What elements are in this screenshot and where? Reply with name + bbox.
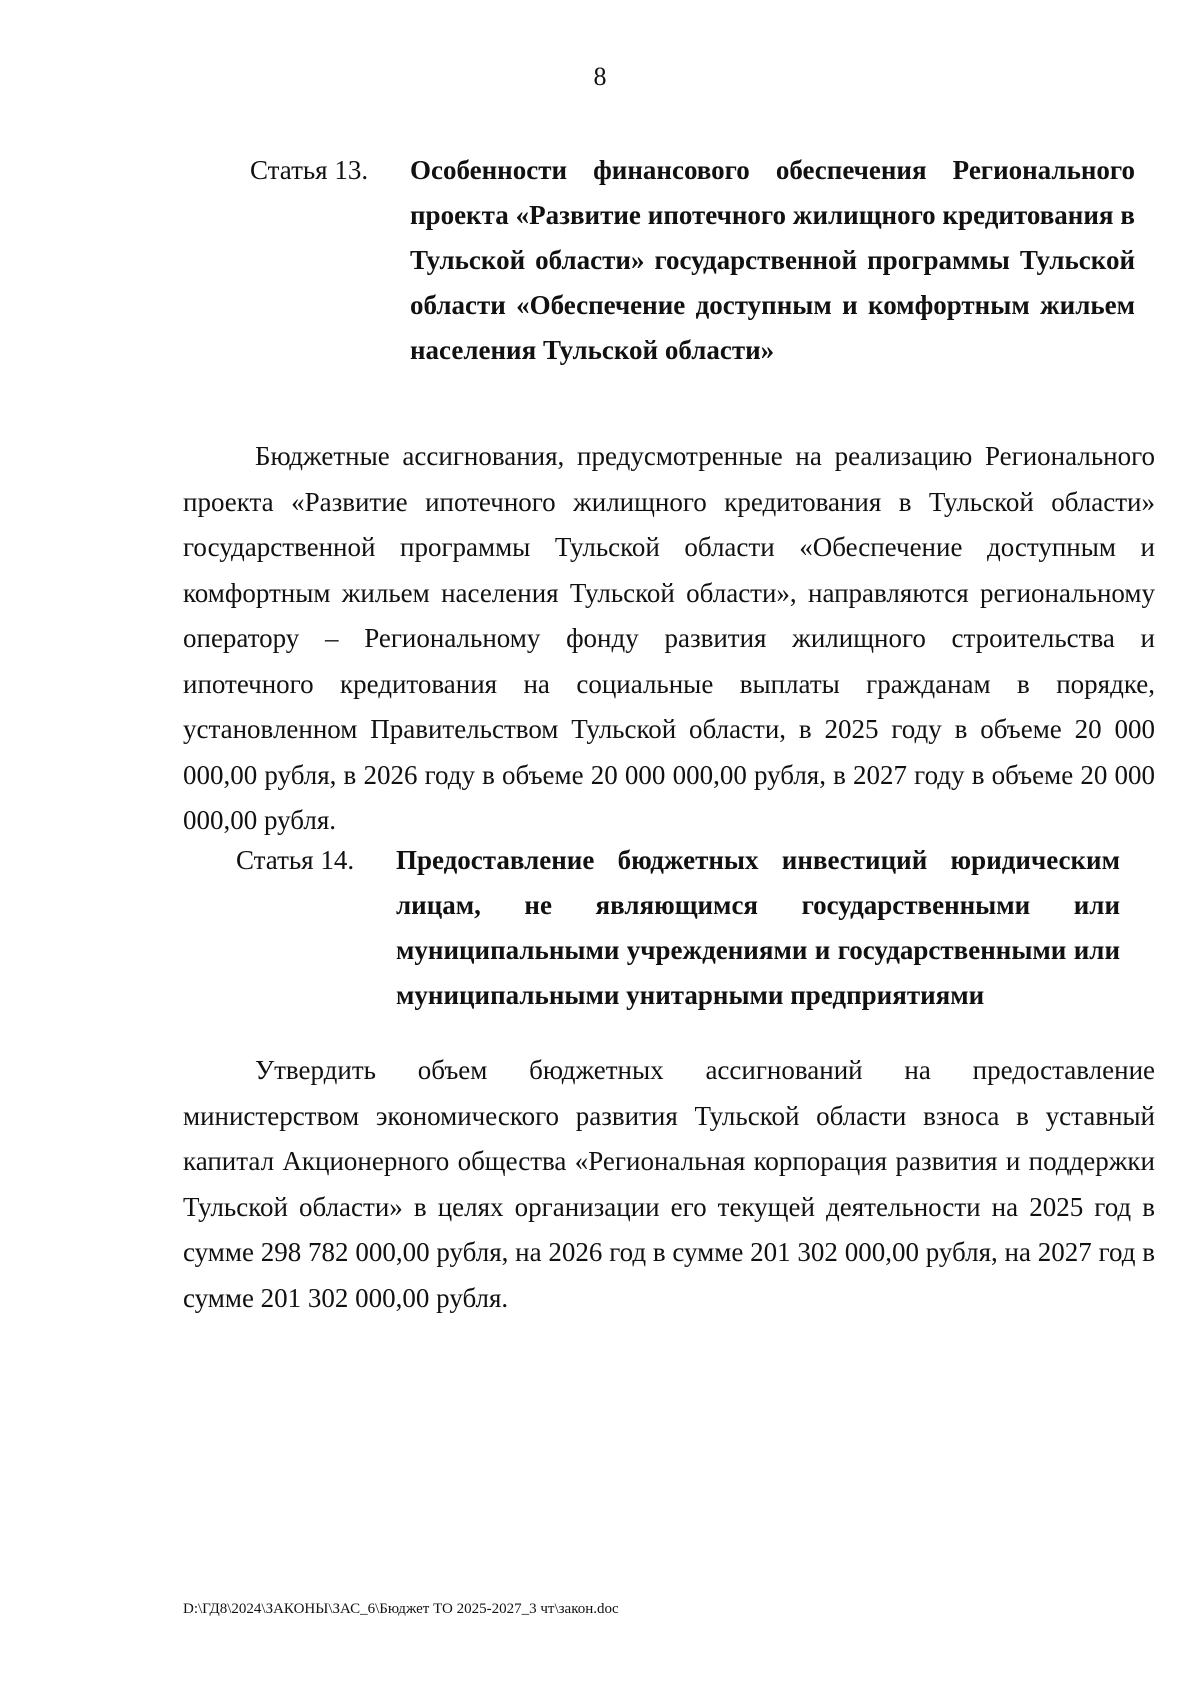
article-13-label: Статья 13. (250, 155, 369, 185)
article-13-title: Особенности финансового обеспечения Регионального проекта «Развитие ипотечного жилищного кредитования в Тульской области» государственной программы Тульской области «Обеспечение доступным и комфортным жильем населения Тульской области» (410, 155, 1135, 365)
footer-file-path: D:\ГД8\2024\ЗАКОНЫ\ЗАС_6\Бюджет ТО 2025-2027_3 чт\закон.doc (183, 1601, 619, 1617)
article-14-label: Статья 14. (236, 845, 355, 875)
article-14-body: Утвердить объем бюджетных ассигнований на предоставление министерством экономического развития Тульской области взноса в уставный капитал Акционерного общества «Региональная корпорация развития и поддержки Тульской области» в целях организации его текущей деятельности на 2025 год в сумме 298 782 000,00 рубля, на 2026 год в сумме 201 302 000,00 рубля, на 2027 год в сумме 201 302 000,00 рубля. (183, 1055, 1155, 1313)
article-13-heading (250, 148, 1135, 373)
article-14-heading (236, 838, 1120, 1018)
article-14-title: Предоставление бюджетных инвестиций юридическим лицам, не являющимся государственными или муниципальными учреждениями и государственными или муниципальными унитарными предприятиями (396, 845, 1120, 1010)
article-13-body: Бюджетные ассигнования, предусмотренные на реализацию Регионального проекта «Развитие ипотечного жилищного кредитования в Тульской области» государственной программы Тульской области «Обеспечение доступным и комфортным жильем населения Тульской области», направляются региональному оператору – Региональному фонду развития жилищного строительства и ипотечного кредитования на социальные выплаты гражданам в порядке, установленном Правительством Тульской области, в 2025 году в объеме 20 000 000,00 рубля, в 2026 году в объеме 20 000 000,00 рубля, в 2027 году в объеме 20 000 000,00 рубля. (183, 441, 1155, 835)
page-number: 8 (593, 62, 607, 91)
